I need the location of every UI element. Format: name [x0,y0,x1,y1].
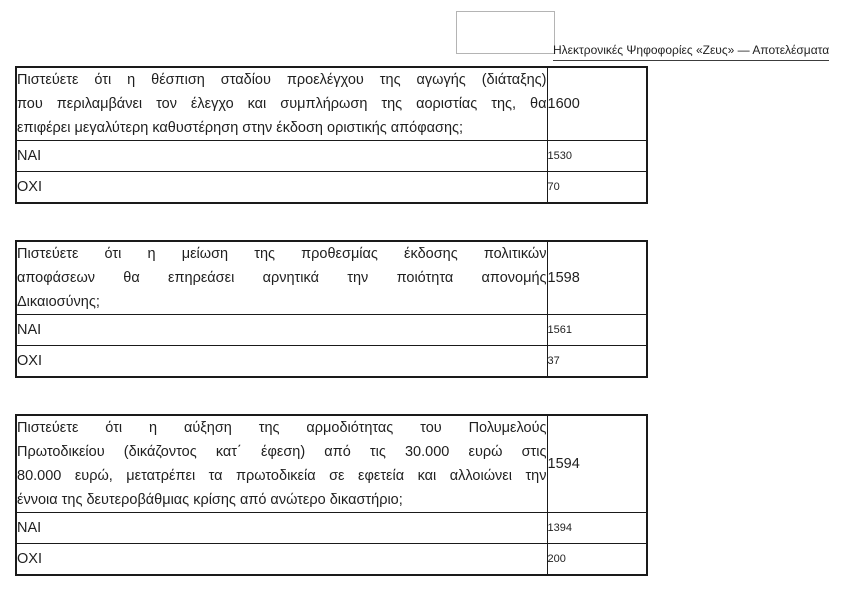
answer-row-yes [16,513,647,544]
question-text-cell [16,415,547,513]
poll-table-2 [15,240,648,378]
question-row [16,67,647,141]
total-count: 1600 [547,95,580,112]
answer-label: ΟΧΙ [17,353,42,369]
answer-label-cell [16,544,547,576]
answer-label: ΝΑΙ [17,520,42,536]
answer-count-cell [547,315,647,346]
answer-row-no [16,544,647,576]
question-line: Πιστεύετε ότι η αύξηση της αρμοδιότητας του Πολυμελούς [17,420,547,436]
answer-label-cell [16,513,547,544]
question-text [17,416,547,512]
question-line: Πιστεύετε ότι η μείωση της προθεσμίας έκδοσης πολιτικών [17,246,547,262]
answer-count: 200 [547,553,566,565]
question-line: Πρωτοδικείου (δικάζοντος κατ΄ έφεση) από τις 30.000 ευρώ στις [17,444,547,460]
question-text-cell [16,241,547,315]
answer-row-no [16,172,647,204]
question-text-cell [16,67,547,141]
answer-label-cell [16,141,547,172]
answer-row-yes [16,315,647,346]
total-count: 1594 [547,455,580,472]
poll-table-1 [15,66,648,204]
document-header-title: Ηλεκτρονικές Ψηφοφορίες «Ζευς» — Αποτελέσματα [553,43,829,61]
answer-count: 1394 [547,522,572,534]
answer-label-cell [16,315,547,346]
total-count-cell [547,415,647,513]
answer-label-cell [16,346,547,378]
answer-count: 1561 [547,324,572,336]
question-line: αποφάσεων θα επηρεάσει αρνητικά την ποιότητα απονομής [17,270,547,286]
question-line: που περιλαμβάνει τον έλεγχο και συμπλήρωση της αοριστίας της, θα [17,96,547,112]
empty-image-placeholder [456,11,555,54]
question-line: Δικαιοσύνης; [17,294,100,310]
answer-label-cell [16,172,547,204]
question-line: επιφέρει μεγαλύτερη καθυστέρηση στην έκδοση οριστικής απόφασης; [17,120,464,136]
answer-label: ΝΑΙ [17,322,42,338]
answer-count: 1530 [547,150,572,162]
question-line: Πιστεύετε ότι η θέσπιση σταδίου προελέγχου της αγωγής (διάταξης) [17,72,547,88]
poll-table-3 [15,414,648,576]
question-text [17,68,547,140]
question-row [16,415,647,513]
answer-count: 37 [547,355,560,367]
answer-count: 70 [547,181,560,193]
answer-label: ΟΧΙ [17,179,42,195]
answer-count-cell [547,172,647,204]
question-text [17,242,547,314]
answer-row-yes [16,141,647,172]
total-count: 1598 [547,269,580,286]
answer-count-cell [547,513,647,544]
total-count-cell [547,241,647,315]
answer-count-cell [547,141,647,172]
answer-row-no [16,346,647,378]
question-line: 80.000 ευρώ, μετατρέπει τα πρωτοδικεία σε εφετεία και αλλοιώνει την [17,468,547,484]
question-row [16,241,647,315]
answer-label: ΝΑΙ [17,148,42,164]
question-line: έννοια της δευτεροβάθμιας κρίσης από ανώτερο δικαστήριο; [17,492,403,508]
answer-count-cell [547,346,647,378]
answer-count-cell [547,544,647,576]
answer-label: ΟΧΙ [17,551,42,567]
total-count-cell [547,67,647,141]
